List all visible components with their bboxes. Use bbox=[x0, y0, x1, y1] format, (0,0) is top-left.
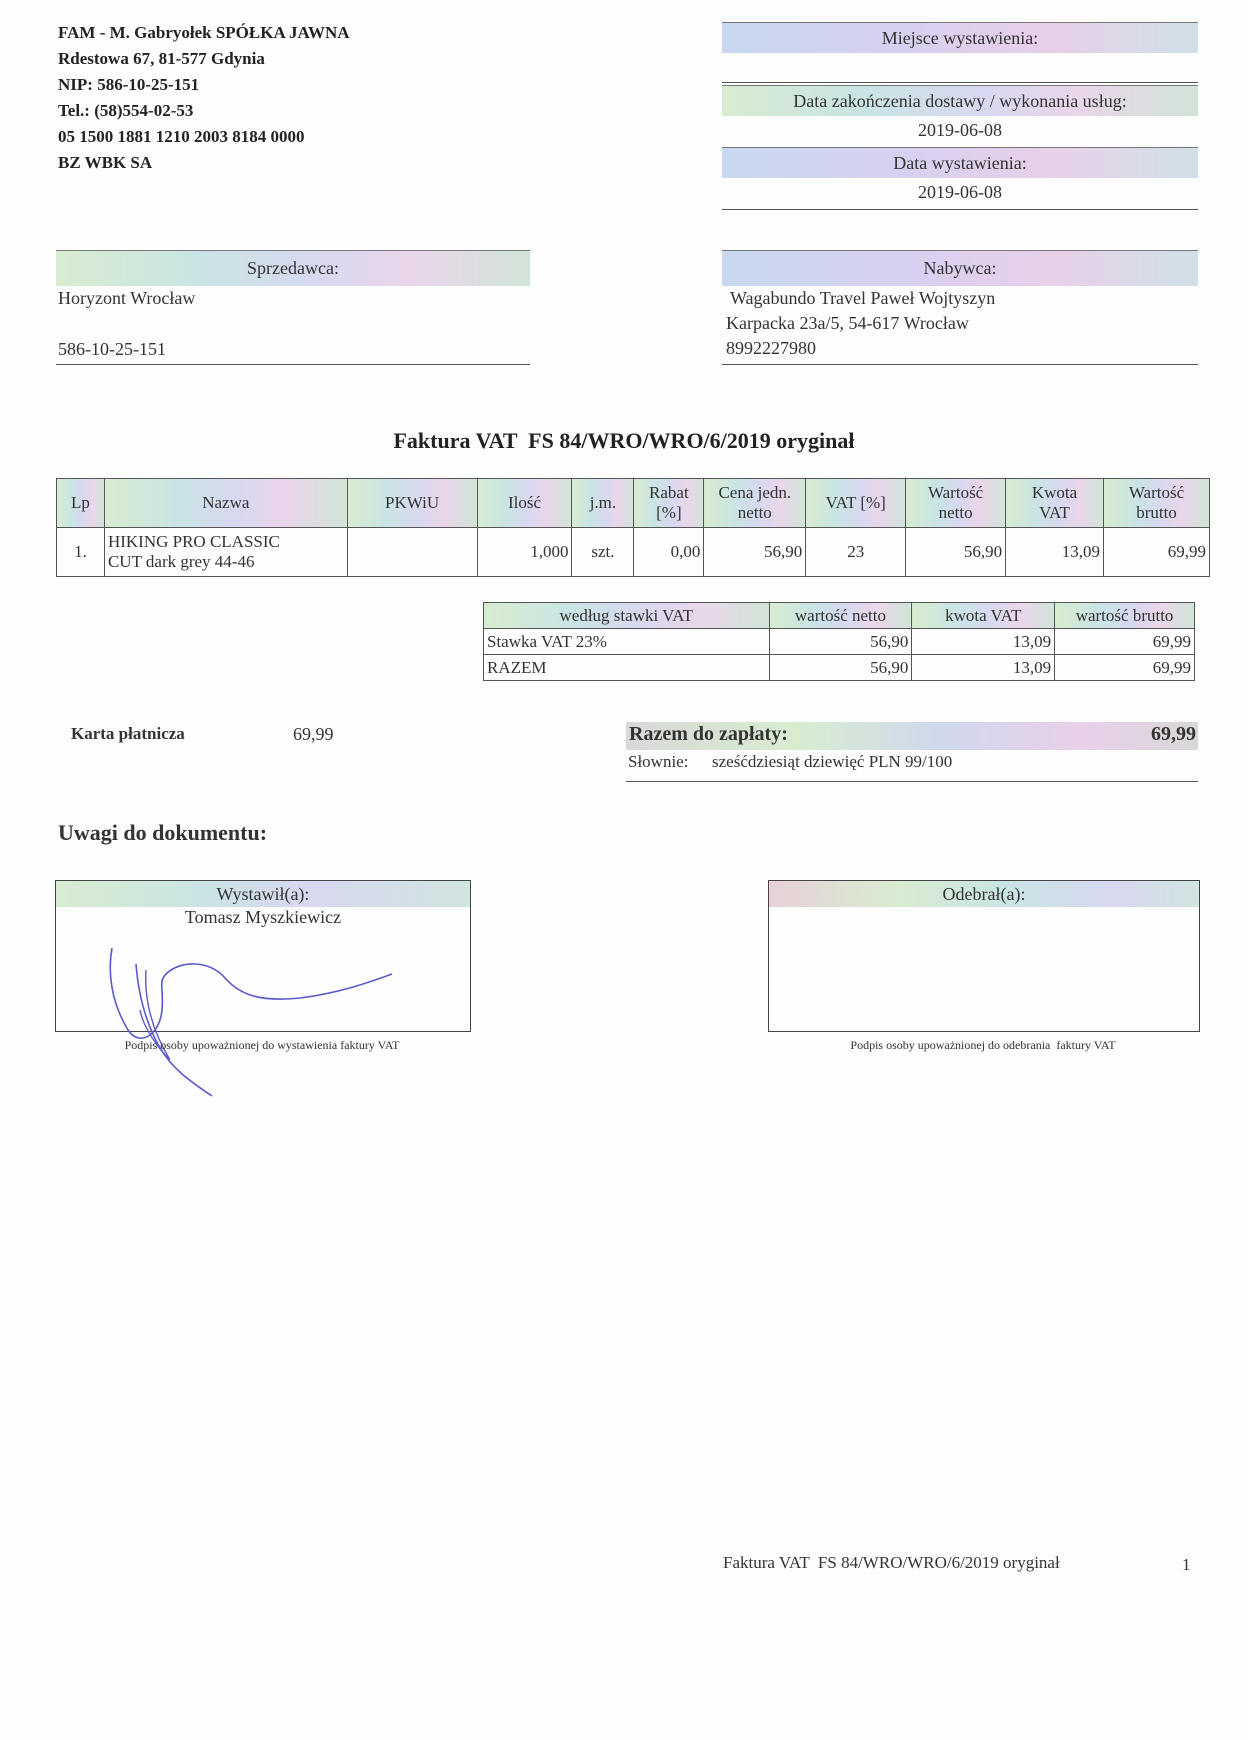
cell-vat-amount: 13,09 bbox=[1006, 528, 1104, 577]
issued-by-caption: Podpis osoby upoważnionej do wystawienia faktury VAT bbox=[124, 1038, 400, 1052]
vat-header-vat: kwota VAT bbox=[912, 603, 1055, 629]
header-pkwiu: PKWiU bbox=[347, 479, 477, 528]
payment-amount: 69,99 bbox=[293, 724, 334, 744]
header-price: Cena jedn. netto bbox=[704, 479, 806, 528]
items-table bbox=[56, 478, 1210, 577]
seller-account: 05 1500 1881 1210 2003 8184 0000 bbox=[58, 127, 305, 146]
cell-gross: 69,99 bbox=[1103, 528, 1209, 577]
table-row bbox=[57, 528, 1210, 577]
divider bbox=[722, 82, 1198, 83]
vat-cell-vat: 13,09 bbox=[912, 655, 1055, 681]
issued-by-label: Wystawił(a): bbox=[56, 881, 470, 907]
issue-date-label: Data wystawienia: bbox=[722, 147, 1198, 178]
divider bbox=[56, 364, 530, 365]
buyer-address: Karpacka 23a/5, 54-617 Wrocław bbox=[726, 313, 969, 333]
header-name: Nazwa bbox=[104, 479, 347, 528]
cell-unit: szt. bbox=[572, 528, 634, 577]
vat-header-row bbox=[484, 603, 1195, 629]
vat-cell-net: 56,90 bbox=[769, 655, 912, 681]
buyer-name: Wagabundo Travel Paweł Wojtyszyn bbox=[730, 288, 996, 308]
vat-header-gross: wartość brutto bbox=[1055, 603, 1195, 629]
vat-cell-gross: 69,99 bbox=[1055, 629, 1195, 655]
vat-cell-gross: 69,99 bbox=[1055, 655, 1195, 681]
received-by-caption: Podpis osoby upoważnionej do odebrania faktury VAT bbox=[850, 1038, 1116, 1052]
seller-name: Horyzont Wrocław bbox=[58, 288, 196, 308]
header-vat: VAT [%] bbox=[806, 479, 906, 528]
cell-vat: 23 bbox=[806, 528, 906, 577]
total-label: Razem do zapłaty: bbox=[629, 723, 788, 745]
invoice-title: Faktura VAT FS 84/WRO/WRO/6/2019 oryginał bbox=[393, 428, 855, 453]
divider bbox=[626, 781, 1198, 782]
total-words-label: Słownie: bbox=[628, 752, 689, 771]
seller-label: Sprzedawca: bbox=[56, 250, 530, 286]
table-row bbox=[484, 655, 1195, 681]
header-lp: Lp bbox=[57, 479, 105, 528]
vat-cell-net: 56,90 bbox=[769, 629, 912, 655]
vat-cell-rate: Stawka VAT 23% bbox=[484, 629, 770, 655]
buyer-label: Nabywca: bbox=[722, 250, 1198, 286]
seller-header bbox=[58, 20, 350, 176]
seller-bank: BZ WBK SA bbox=[58, 153, 153, 172]
header-gross: Wartość brutto bbox=[1103, 479, 1209, 528]
total-words: sześćdziesiąt dziewięć PLN 99/100 bbox=[712, 752, 953, 771]
header-unit: j.m. bbox=[572, 479, 634, 528]
issue-date-value: 2019-06-08 bbox=[918, 182, 1002, 202]
items-header-row bbox=[57, 479, 1210, 528]
seller-nip-value: 586-10-25-151 bbox=[58, 339, 166, 359]
divider bbox=[722, 209, 1198, 210]
divider bbox=[722, 364, 1198, 365]
issued-by-name: Tomasz Myszkiewicz bbox=[184, 907, 342, 927]
header-vat-amount: Kwota VAT bbox=[1006, 479, 1104, 528]
table-row bbox=[484, 629, 1195, 655]
seller-tel: Tel.: (58)554-02-53 bbox=[58, 101, 194, 120]
seller-company: FAM - M. Gabryołek SPÓŁKA JAWNA bbox=[58, 23, 350, 42]
received-by-label: Odebrał(a): bbox=[769, 881, 1199, 907]
received-by-box bbox=[768, 880, 1200, 1032]
cell-lp: 1. bbox=[57, 528, 105, 577]
vat-summary-table bbox=[483, 602, 1195, 681]
delivery-date-label: Data zakończenia dostawy / wykonania usług: bbox=[722, 85, 1198, 116]
header-discount: Rabat [%] bbox=[634, 479, 704, 528]
notes-title: Uwagi do dokumentu: bbox=[58, 820, 268, 845]
payment-method: Karta płatnicza bbox=[71, 724, 185, 743]
cell-pkwiu bbox=[347, 528, 477, 577]
seller-address: Rdestowa 67, 81-577 Gdynia bbox=[58, 49, 265, 68]
issue-place-label: Miejsce wystawienia: bbox=[722, 22, 1198, 53]
cell-net: 56,90 bbox=[906, 528, 1006, 577]
seller-nip: NIP: 586-10-25-151 bbox=[58, 75, 200, 94]
cell-discount: 0,00 bbox=[634, 528, 704, 577]
cell-qty: 1,000 bbox=[477, 528, 572, 577]
vat-cell-vat: 13,09 bbox=[912, 629, 1055, 655]
header-qty: Ilość bbox=[477, 479, 572, 528]
footer-title: Faktura VAT FS 84/WRO/WRO/6/2019 oryginał bbox=[723, 1553, 1060, 1572]
vat-cell-rate: RAZEM bbox=[484, 655, 770, 681]
buyer-nip: 8992227980 bbox=[726, 338, 816, 358]
signature bbox=[100, 930, 400, 1100]
cell-name: HIKING PRO CLASSIC CUT dark grey 44-46 bbox=[104, 528, 347, 577]
cell-price: 56,90 bbox=[704, 528, 806, 577]
total-value: 69,99 bbox=[1151, 723, 1196, 745]
vat-header-rate: według stawki VAT bbox=[484, 603, 770, 629]
header-net: Wartość netto bbox=[906, 479, 1006, 528]
vat-header-net: wartość netto bbox=[769, 603, 912, 629]
page-number: 1 bbox=[1182, 1555, 1191, 1574]
delivery-date-value: 2019-06-08 bbox=[918, 120, 1002, 140]
